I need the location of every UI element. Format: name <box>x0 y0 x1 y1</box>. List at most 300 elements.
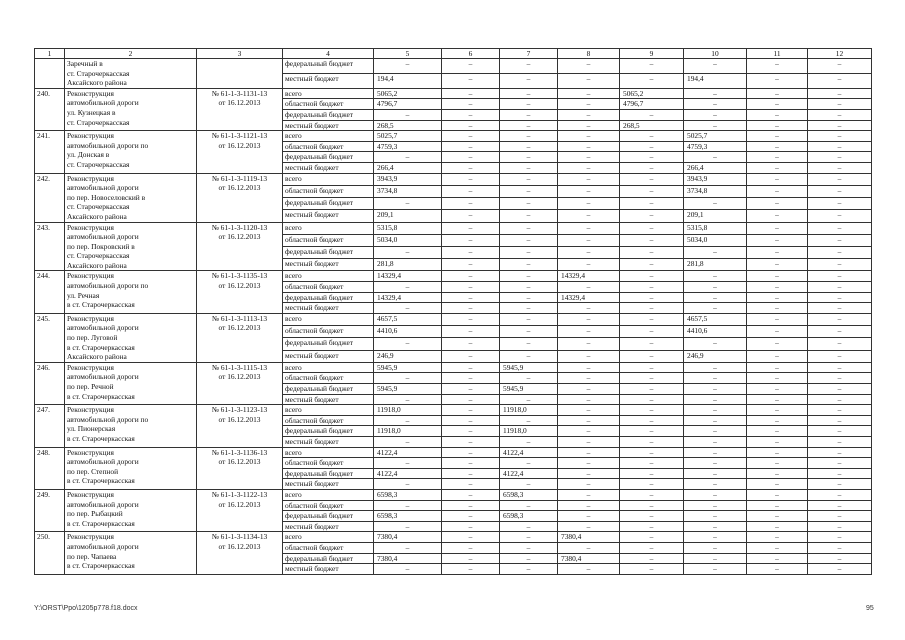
col-header: 10 <box>684 49 747 59</box>
amount-cell: – <box>684 384 747 395</box>
amount-cell: – <box>500 141 558 152</box>
table-row <box>35 447 872 458</box>
amount-cell: – <box>620 210 684 222</box>
amount-cell: – <box>747 282 808 293</box>
col-header: 5 <box>374 49 442 59</box>
amount-cell: – <box>500 109 558 120</box>
amount-cell: – <box>374 152 442 163</box>
amount-cell: – <box>500 198 558 210</box>
budget-source: всего <box>283 173 374 185</box>
budget-source: федеральный бюджет <box>283 198 374 210</box>
amount-cell: 14329,4 <box>558 271 620 282</box>
amount-cell: – <box>620 564 684 575</box>
amount-cell: – <box>620 259 684 271</box>
amount-cell: 6598,3 <box>374 511 442 522</box>
amount-cell: – <box>374 373 442 384</box>
amount-cell: – <box>747 521 808 532</box>
budget-source: местный бюджет <box>283 162 374 173</box>
object-name: Реконструкция автомобильной дороги по пер. Речной в ст. Старочеркасская <box>65 362 197 404</box>
amount-cell: – <box>558 141 620 152</box>
amount-cell: – <box>808 210 872 222</box>
budget-source: всего <box>283 222 374 234</box>
entry-number: 250. <box>35 532 65 574</box>
amount-cell: 4122,4 <box>374 447 442 458</box>
amount-cell: – <box>558 426 620 437</box>
amount-cell: – <box>500 500 558 511</box>
budget-source: всего <box>283 88 374 99</box>
amount-cell: – <box>442 73 500 88</box>
amount-cell: – <box>442 109 500 120</box>
amount-cell: – <box>747 303 808 314</box>
amount-cell: – <box>620 489 684 500</box>
col-header: 4 <box>283 49 374 59</box>
amount-cell: – <box>374 564 442 575</box>
amount-cell: – <box>684 415 747 426</box>
amount-cell: – <box>558 511 620 522</box>
amount-cell: – <box>442 426 500 437</box>
object-name: Реконструкция автомобильной дороги по ул. Донская в ст. Старочеркасская <box>65 131 197 173</box>
amount-cell: – <box>620 292 684 303</box>
amount-cell: – <box>558 394 620 405</box>
amount-cell: 209,1 <box>374 210 442 222</box>
amount-cell: – <box>747 405 808 416</box>
amount-cell: – <box>684 542 747 553</box>
amount-cell: – <box>684 362 747 373</box>
amount-cell: 4796,7 <box>620 99 684 110</box>
amount-cell: – <box>620 479 684 490</box>
amount-cell: – <box>684 511 747 522</box>
amount-cell: – <box>558 373 620 384</box>
amount-cell: – <box>747 479 808 490</box>
amount-cell: 3734,8 <box>684 185 747 197</box>
amount-cell: – <box>500 338 558 350</box>
amount-cell: – <box>500 313 558 325</box>
amount-cell: – <box>442 222 500 234</box>
amount-cell: – <box>558 259 620 271</box>
program-table <box>34 48 872 575</box>
approval-doc: № 61-1-3-1135-13 от 16.12.2013 <box>197 271 283 313</box>
object-name: Заречный в ст. Старочеркасская Аксайского района <box>65 59 197 89</box>
amount-cell: – <box>684 564 747 575</box>
amount-cell: – <box>374 479 442 490</box>
col-header: 1 <box>35 49 65 59</box>
amount-cell: 4657,5 <box>374 313 442 325</box>
amount-cell: – <box>620 234 684 246</box>
amount-cell: – <box>500 436 558 447</box>
amount-cell: – <box>808 500 872 511</box>
amount-cell: – <box>500 458 558 469</box>
amount-cell: – <box>808 532 872 543</box>
approval-doc: № 61-1-3-1119-13 от 16.12.2013 <box>197 173 283 222</box>
amount-cell: 5034,0 <box>684 234 747 246</box>
amount-cell: – <box>442 246 500 258</box>
amount-cell: – <box>558 246 620 258</box>
amount-cell: – <box>620 532 684 543</box>
amount-cell: – <box>442 553 500 564</box>
amount-cell: – <box>747 350 808 362</box>
amount-cell: – <box>442 59 500 74</box>
amount-cell: – <box>374 415 442 426</box>
amount-cell: – <box>500 373 558 384</box>
amount-cell: – <box>442 120 500 131</box>
amount-cell: – <box>747 246 808 258</box>
amount-cell: – <box>808 511 872 522</box>
amount-cell: – <box>808 198 872 210</box>
amount-cell: – <box>558 350 620 362</box>
amount-cell: – <box>442 500 500 511</box>
budget-source: местный бюджет <box>283 259 374 271</box>
amount-cell: – <box>500 99 558 110</box>
amount-cell: 7380,4 <box>374 553 442 564</box>
amount-cell: – <box>747 362 808 373</box>
amount-cell: 4796,7 <box>374 99 442 110</box>
amount-cell: – <box>374 59 442 74</box>
amount-cell: – <box>442 521 500 532</box>
table-row <box>35 173 872 185</box>
amount-cell: – <box>558 313 620 325</box>
entry-number: 240. <box>35 88 65 130</box>
amount-cell: – <box>808 292 872 303</box>
amount-cell: – <box>558 88 620 99</box>
entry-number: 243. <box>35 222 65 271</box>
amount-cell: – <box>747 447 808 458</box>
amount-cell: 4410,6 <box>374 326 442 338</box>
col-header: 9 <box>620 49 684 59</box>
amount-cell: 281,8 <box>684 259 747 271</box>
entry-number: 246. <box>35 362 65 404</box>
amount-cell: – <box>747 198 808 210</box>
amount-cell: – <box>500 88 558 99</box>
amount-cell: – <box>620 415 684 426</box>
amount-cell: – <box>684 394 747 405</box>
amount-cell: – <box>747 222 808 234</box>
amount-cell: – <box>442 152 500 163</box>
amount-cell: – <box>442 198 500 210</box>
amount-cell: – <box>442 271 500 282</box>
budget-source: всего <box>283 405 374 416</box>
amount-cell: – <box>620 73 684 88</box>
amount-cell: – <box>747 210 808 222</box>
amount-cell: – <box>374 542 442 553</box>
amount-cell: – <box>374 198 442 210</box>
amount-cell: 5025,7 <box>374 131 442 142</box>
amount-cell: – <box>684 373 747 384</box>
amount-cell: – <box>558 326 620 338</box>
col-header: 7 <box>500 49 558 59</box>
amount-cell: – <box>558 362 620 373</box>
amount-cell: – <box>684 99 747 110</box>
entry-number: 242. <box>35 173 65 222</box>
amount-cell: – <box>747 162 808 173</box>
amount-cell: 11918,0 <box>374 426 442 437</box>
amount-cell: – <box>500 271 558 282</box>
amount-cell: – <box>808 282 872 293</box>
amount-cell: – <box>558 489 620 500</box>
amount-cell: – <box>442 162 500 173</box>
budget-source: областной бюджет <box>283 185 374 197</box>
amount-cell: – <box>808 384 872 395</box>
table-row <box>35 271 872 282</box>
amount-cell: – <box>374 246 442 258</box>
amount-cell: 11918,0 <box>500 426 558 437</box>
approval-doc: № 61-1-3-1115-13 от 16.12.2013 <box>197 362 283 404</box>
budget-source: всего <box>283 362 374 373</box>
amount-cell: – <box>808 222 872 234</box>
amount-cell: 5945,9 <box>374 384 442 395</box>
amount-cell: – <box>500 282 558 293</box>
amount-cell: 268,5 <box>620 120 684 131</box>
amount-cell: 5065,2 <box>620 88 684 99</box>
amount-cell: – <box>684 292 747 303</box>
budget-source: всего <box>283 313 374 325</box>
amount-cell: – <box>747 489 808 500</box>
amount-cell: – <box>808 73 872 88</box>
amount-cell: – <box>808 162 872 173</box>
budget-source: местный бюджет <box>283 436 374 447</box>
budget-source: всего <box>283 532 374 543</box>
amount-cell: – <box>442 303 500 314</box>
budget-source: областной бюджет <box>283 415 374 426</box>
amount-cell: – <box>808 447 872 458</box>
amount-cell: – <box>558 198 620 210</box>
amount-cell: – <box>747 511 808 522</box>
budget-source: местный бюджет <box>283 73 374 88</box>
amount-cell: – <box>500 326 558 338</box>
amount-cell: – <box>620 384 684 395</box>
entry-number: 241. <box>35 131 65 173</box>
budget-source: всего <box>283 131 374 142</box>
amount-cell: – <box>442 415 500 426</box>
amount-cell: – <box>500 210 558 222</box>
amount-cell: – <box>747 185 808 197</box>
amount-cell: – <box>620 152 684 163</box>
entry-number <box>35 59 65 89</box>
table-row <box>35 222 872 234</box>
budget-source: областной бюджет <box>283 141 374 152</box>
amount-cell: – <box>808 350 872 362</box>
amount-cell: – <box>500 292 558 303</box>
budget-source: федеральный бюджет <box>283 511 374 522</box>
budget-source: местный бюджет <box>283 521 374 532</box>
amount-cell: – <box>808 246 872 258</box>
table-row <box>35 59 872 74</box>
budget-source: областной бюджет <box>283 99 374 110</box>
amount-cell: – <box>620 521 684 532</box>
amount-cell: – <box>558 405 620 416</box>
amount-cell: – <box>374 303 442 314</box>
amount-cell: – <box>442 185 500 197</box>
amount-cell: – <box>808 141 872 152</box>
amount-cell: – <box>500 120 558 131</box>
amount-cell: 5034,0 <box>374 234 442 246</box>
amount-cell: – <box>684 500 747 511</box>
amount-cell: – <box>442 458 500 469</box>
approval-doc: № 61-1-3-1113-13 от 16.12.2013 <box>197 313 283 362</box>
amount-cell: 268,5 <box>374 120 442 131</box>
col-header: 11 <box>747 49 808 59</box>
amount-cell: – <box>558 210 620 222</box>
amount-cell: – <box>684 88 747 99</box>
amount-cell: – <box>558 415 620 426</box>
amount-cell: – <box>808 173 872 185</box>
amount-cell: – <box>747 542 808 553</box>
amount-cell: – <box>684 447 747 458</box>
amount-cell: – <box>620 198 684 210</box>
amount-cell: – <box>442 141 500 152</box>
object-name: Реконструкция автомобильной дороги по пер. Покровский в ст. Старочеркасская Аксайского района <box>65 222 197 271</box>
amount-cell: – <box>620 426 684 437</box>
budget-source: федеральный бюджет <box>283 109 374 120</box>
amount-cell: – <box>620 350 684 362</box>
amount-cell: – <box>558 468 620 479</box>
amount-cell: – <box>558 185 620 197</box>
amount-cell: – <box>684 282 747 293</box>
entry-number: 247. <box>35 405 65 447</box>
amount-cell: 6598,3 <box>500 511 558 522</box>
amount-cell: – <box>442 292 500 303</box>
amount-cell: – <box>500 542 558 553</box>
amount-cell: 11918,0 <box>374 405 442 416</box>
budget-source: областной бюджет <box>283 500 374 511</box>
amount-cell: – <box>684 521 747 532</box>
amount-cell: 266,4 <box>684 162 747 173</box>
amount-cell: 5945,9 <box>374 362 442 373</box>
amount-cell: – <box>442 350 500 362</box>
amount-cell: – <box>500 521 558 532</box>
amount-cell: – <box>558 109 620 120</box>
amount-cell: – <box>558 152 620 163</box>
amount-cell: – <box>558 338 620 350</box>
amount-cell: 7380,4 <box>374 532 442 543</box>
amount-cell: – <box>442 532 500 543</box>
entry-number: 245. <box>35 313 65 362</box>
object-name: Реконструкция автомобильной дороги по пер. Степной в ст. Старочеркасская <box>65 447 197 489</box>
amount-cell: – <box>558 542 620 553</box>
amount-cell: – <box>747 173 808 185</box>
amount-cell: – <box>808 99 872 110</box>
approval-doc: № 61-1-3-1131-13 от 16.12.2013 <box>197 88 283 130</box>
amount-cell: – <box>558 162 620 173</box>
budget-source: федеральный бюджет <box>283 152 374 163</box>
amount-cell: – <box>500 532 558 543</box>
amount-cell: – <box>808 489 872 500</box>
amount-cell: 14329,4 <box>558 292 620 303</box>
page-number: 95 <box>866 605 874 612</box>
amount-cell: – <box>808 564 872 575</box>
amount-cell: – <box>442 479 500 490</box>
amount-cell: – <box>808 338 872 350</box>
amount-cell: – <box>747 384 808 395</box>
amount-cell: – <box>620 338 684 350</box>
amount-cell: – <box>442 468 500 479</box>
budget-source: областной бюджет <box>283 542 374 553</box>
amount-cell: – <box>558 173 620 185</box>
amount-cell: – <box>684 479 747 490</box>
budget-source: федеральный бюджет <box>283 553 374 564</box>
amount-cell: – <box>620 500 684 511</box>
amount-cell: – <box>442 99 500 110</box>
amount-cell: – <box>747 426 808 437</box>
budget-source: областной бюджет <box>283 326 374 338</box>
amount-cell: – <box>374 109 442 120</box>
amount-cell: – <box>747 436 808 447</box>
amount-cell: – <box>684 458 747 469</box>
amount-cell: – <box>808 521 872 532</box>
amount-cell: – <box>442 88 500 99</box>
amount-cell: – <box>620 447 684 458</box>
amount-cell: – <box>684 436 747 447</box>
amount-cell: – <box>558 384 620 395</box>
amount-cell: – <box>684 468 747 479</box>
header-row <box>35 49 872 59</box>
budget-source: федеральный бюджет <box>283 338 374 350</box>
budget-source: областной бюджет <box>283 458 374 469</box>
amount-cell: – <box>808 120 872 131</box>
amount-cell: 4410,6 <box>684 326 747 338</box>
amount-cell: – <box>558 73 620 88</box>
amount-cell: 3734,8 <box>374 185 442 197</box>
amount-cell: – <box>558 500 620 511</box>
amount-cell: – <box>620 109 684 120</box>
amount-cell: – <box>747 415 808 426</box>
amount-cell: – <box>808 373 872 384</box>
amount-cell: – <box>747 468 808 479</box>
amount-cell: – <box>620 511 684 522</box>
amount-cell: – <box>808 405 872 416</box>
amount-cell: – <box>620 173 684 185</box>
amount-cell: – <box>620 436 684 447</box>
amount-cell: – <box>808 185 872 197</box>
amount-cell: – <box>808 479 872 490</box>
amount-cell: – <box>558 99 620 110</box>
amount-cell: – <box>500 564 558 575</box>
approval-doc: № 61-1-3-1120-13 от 16.12.2013 <box>197 222 283 271</box>
budget-source: областной бюджет <box>283 282 374 293</box>
amount-cell: – <box>620 222 684 234</box>
amount-cell: – <box>442 447 500 458</box>
amount-cell: – <box>558 479 620 490</box>
amount-cell: – <box>808 458 872 469</box>
table-row <box>35 489 872 500</box>
amount-cell: – <box>620 282 684 293</box>
amount-cell: – <box>684 271 747 282</box>
amount-cell: – <box>808 259 872 271</box>
col-header: 2 <box>65 49 197 59</box>
amount-cell: – <box>747 234 808 246</box>
amount-cell: – <box>558 447 620 458</box>
budget-source: федеральный бюджет <box>283 292 374 303</box>
amount-cell: – <box>500 59 558 74</box>
amount-cell: – <box>620 458 684 469</box>
amount-cell: 7380,4 <box>558 553 620 564</box>
amount-cell: 5945,9 <box>500 362 558 373</box>
amount-cell: – <box>442 436 500 447</box>
amount-cell: – <box>684 532 747 543</box>
amount-cell: – <box>620 394 684 405</box>
amount-cell: 7380,4 <box>558 532 620 543</box>
amount-cell: 4759,3 <box>684 141 747 152</box>
amount-cell: – <box>558 436 620 447</box>
amount-cell: 266,4 <box>374 162 442 173</box>
amount-cell: – <box>684 152 747 163</box>
amount-cell: – <box>808 326 872 338</box>
amount-cell: – <box>442 326 500 338</box>
amount-cell: – <box>808 415 872 426</box>
amount-cell: – <box>808 271 872 282</box>
amount-cell: – <box>500 131 558 142</box>
amount-cell: – <box>442 338 500 350</box>
amount-cell: – <box>747 271 808 282</box>
